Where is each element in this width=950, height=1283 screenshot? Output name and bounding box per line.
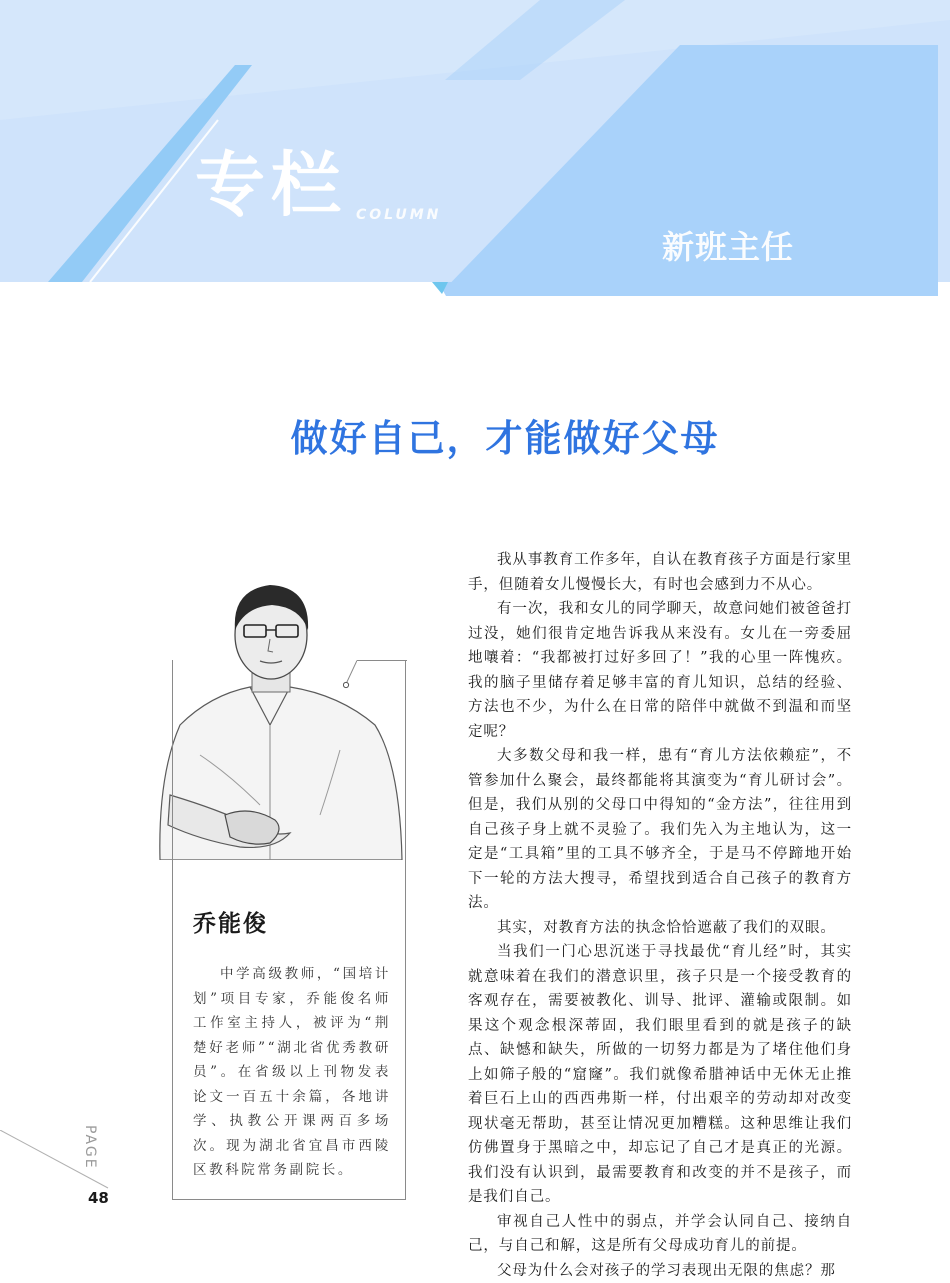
paragraph: 有一次，我和女儿的同学聊天，故意问她们被爸爸打过没，她们很肯定地告诉我从来没有。女儿在一旁委屈地嚷着：“我都被打过好多回了！”我的心里一阵愧疚。我的脑子里储存着足够丰富的育儿知识，总结的经验、方法也不少，为什么在日常的陪伴中就做不到温和而坚定呢？ xyxy=(468,597,852,744)
paragraph: 审视自己人性中的弱点，并学会认同自己、接纳自己，与自己和解，这是所有父母成功育儿的前提。 xyxy=(468,1210,852,1259)
banner-graphic xyxy=(0,0,950,300)
column-english-label: COLUMN xyxy=(356,207,441,223)
paragraph: 当我们一门心思沉迷于寻找最优“育儿经”时，其实就意味着在我们的潜意识里，孩子只是一个接受教育的客观存在，需要被教化、训导、批评、灌输或限制。如果这个观念根深蒂固，我们眼里看到的就是孩子的缺点、缺憾和缺失，所做的一切努力都是为了堵住他们身上如筛子般的“窟窿”。我们就像希腊神话中无休无止推着巨石上山的西西弗斯一样，付出艰辛的劳动却对改变现状毫无帮助，甚至让情况更加糟糕。这种思维让我们仿佛置身于黑暗之中，却忘记了自己才是真正的光源。我们没有认识到，最需要教育和改变的并不是孩子，而是我们自己。 xyxy=(468,940,852,1210)
author-bio: 中学高级教师，“国培计划”项目专家，乔能俊名师工作室主持人，被评为“荆楚好老师”“湖北省优秀教研员”。在省级以上刊物发表论文一百五十余篇，各地讲学、执教公开课两百多场次。现为湖北省宜昌市西陵区教科院常务副院长。 xyxy=(193,962,391,1183)
article-body xyxy=(468,548,852,1283)
page-number: 48 xyxy=(88,1189,109,1207)
paragraph: 父母为什么会对孩子的学习表现出无限的焦虑？那 xyxy=(468,1259,852,1283)
column-title: 专栏 xyxy=(195,150,347,220)
author-name: 乔能俊 xyxy=(193,905,268,938)
article-title: 做好自己，才能做好父母 xyxy=(0,408,950,462)
frame-connector-pin xyxy=(343,660,357,690)
page-label: PAGE xyxy=(82,1125,98,1170)
paragraph: 我从事教育工作多年，自认在教育孩子方面是行家里手，但随着女儿慢慢长大，有时也会感到力不从心。 xyxy=(468,548,852,597)
magazine-brand: 新班主任 xyxy=(662,222,794,268)
frame-top-line xyxy=(357,660,407,661)
paragraph: 大多数父母和我一样，患有“育儿方法依赖症”，不管参加什么聚会，最终都能将其演变为“育儿研讨会”。但是，我们从别的父母口中得知的“金方法”，往往用到自己孩子身上就不灵验了。我们先入为主地认为，这一定是“工具箱”里的工具不够齐全，于是马不停蹄地开始下一轮的方法大搜寻，希望找到适合自己孩子的教育方法。 xyxy=(468,744,852,916)
paragraph: 其实，对教育方法的执念恰恰遮蔽了我们的双眼。 xyxy=(468,916,852,941)
column-header-banner xyxy=(0,0,950,300)
